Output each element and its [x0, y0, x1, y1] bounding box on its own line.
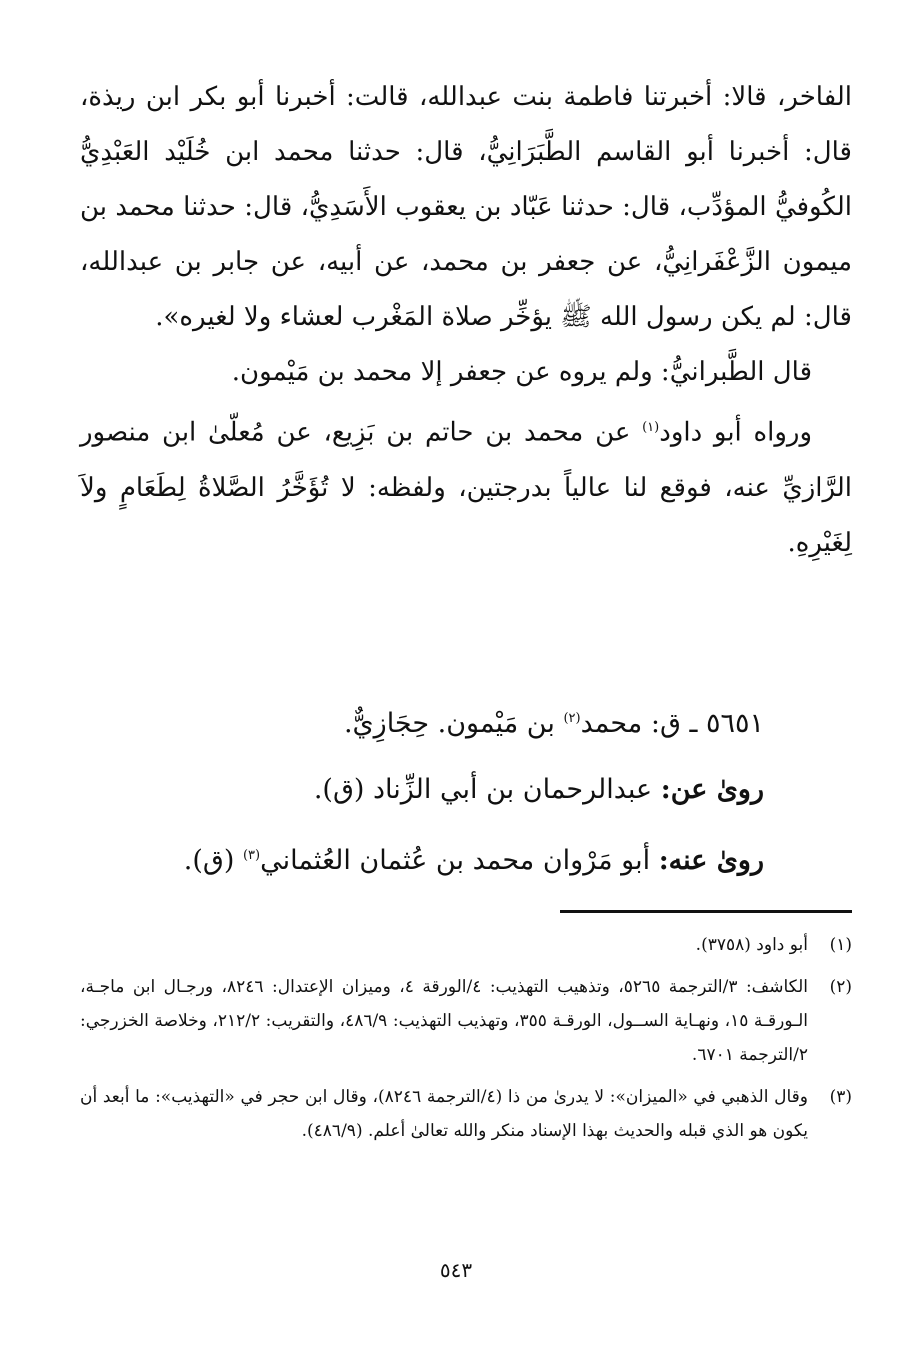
paragraph-abu-dawud-end: عن محمد بن حاتم بن بَزِيع، عن مُعلّىٰ ابن منصور الرَّازيِّ عنه، فوقع لنا عالياً بدرجتين، ولفظه: لا تُؤَخَّرُ الصَّلاةُ لِطَعَامٍ ولاَ لِغَيْرِهِ.	[80, 417, 852, 558]
narrated-by-label: روىٰ عنه:	[658, 845, 764, 876]
paragraph-hadith: الفاخر، قالا: أخبرتنا فاطمة بنت عبدالله، قالت: أخبرنا أبو بكر ابن ريذة، قال: أخبرنا أبو القاسم الطَّبَرَانِيُّ، قال: حدثنا محمد ابن خُلَيْد العَبْدِيُّ الكُوفيُّ المؤدِّب، قال: حدثنا عَبّاد بن يعقوب الأَسَدِيُّ، قال: حدثنا محمد بن ميمون الزَّعْفَرانِيُّ، عن جعفر بن محمد، عن أبيه، عن جابر بن عبدالله، قال: لم يكن رسول الله ﷺ يؤخِّر صلاة المَغْرب لعشاء ولا لغيره».	[80, 82, 852, 332]
narrated-by-text-start: أبو مَرْوان محمد بن عُثمان العُثماني	[260, 845, 659, 876]
footnote-number: (١)	[829, 935, 852, 955]
entry-heading-end: بن مَيْمون. حِجَازِيٌّ.	[343, 708, 564, 739]
paragraph-tabarani-note: قال الطَّبرانيُّ: ولم يروه عن جعفر إلا محمد بن مَيْمون.	[231, 357, 812, 387]
footnote-ref-1: (١)	[642, 420, 660, 435]
narrated-from-label: روىٰ عن:	[660, 774, 764, 805]
narrated-by-line	[74, 823, 764, 894]
narrated-from-line	[74, 757, 764, 823]
narrated-by-text-end: (ق).	[183, 845, 243, 876]
footnote-divider	[560, 910, 852, 913]
footnotes	[80, 928, 852, 1156]
narrated-from-text: عبدالرحمان بن أبي الزِّناد (ق).	[313, 774, 661, 805]
footnote-text: وقال الذهبي في «الميزان»: لا يدرىٰ من ذا (٤/الترجمة ٨٢٤٦)، وقال ابن حجر في «التهذيب»: ما أبعد أن يكون هو الذي قبله والحديث بهذا الإسناد منكر والله تعالىٰ أعلم. (٤٨٦/٩).	[80, 1087, 808, 1141]
footnote-ref-3: (٣)	[242, 848, 261, 863]
paragraph-abu-dawud	[80, 400, 852, 571]
main-text	[80, 70, 852, 571]
footnote-item	[80, 1080, 852, 1148]
footnote-number: (٢)	[829, 977, 852, 997]
footnote-text: أبو داود (٣٧٥٨).	[695, 935, 808, 955]
biography-entry	[74, 686, 764, 894]
entry-heading	[74, 686, 764, 757]
footnote-text: الكاشف: ٣/الترجمة ٥٢٦٥، وتذهيب التهذيب: ٤/الورقة ٤، وميزان الإعتدال: ٨٢٤٦، ورجـال ابن ماجـة، الـورقـة ١٥، ونهـاية الســول، الورقـة ٣٥٥، وتهذيب التهذيب: ٤٨٦/٩، والتقريب: ٢١٢/٢، وخلاصة الخزرجي: ٢/الترجمة ٦٧٠١.	[80, 977, 808, 1065]
footnote-item	[80, 928, 852, 962]
page-number: ٥٤٣	[439, 1258, 473, 1282]
footnote-ref-2: (٢)	[563, 711, 581, 726]
footnote-number: (٣)	[829, 1087, 852, 1107]
entry-heading-start: ٥٦٥١ ـ ق: محمد	[580, 708, 764, 739]
paragraph-abu-dawud-start: ورواه أبو داود	[659, 417, 813, 448]
footnote-item	[80, 970, 852, 1072]
